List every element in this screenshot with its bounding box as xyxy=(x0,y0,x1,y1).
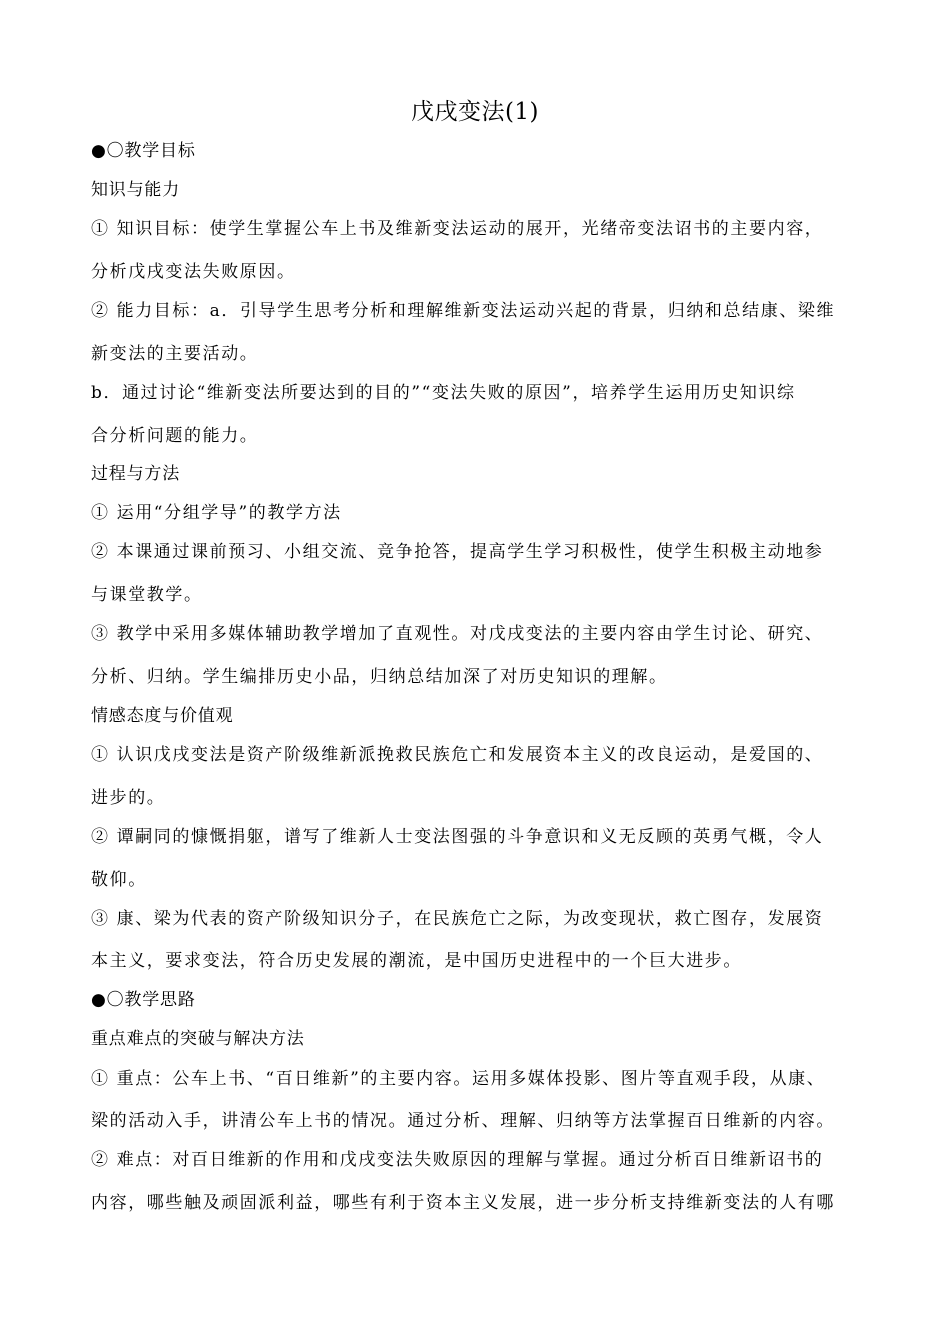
text-line: ① 知识目标：使学生掌握公车上书及维新变法运动的展开，光绪帝变法诏书的主要内容， xyxy=(91,219,824,239)
text-line: ① 运用“分组学导”的教学方法 xyxy=(91,503,342,523)
text-line: ③ 教学中采用多媒体辅助教学增加了直观性。对戊戌变法的主要内容由学生讨论、研究、 xyxy=(91,624,824,644)
text-line: 与课堂教学。 xyxy=(91,585,203,605)
subheading-key-difficult-points: 重点难点的突破与解决方法 xyxy=(91,1029,305,1049)
text-line: ② 难点：对百日维新的作用和戊戌变法失败原因的理解与掌握。通过分析百日维新诏书的 xyxy=(91,1150,824,1170)
text-line: ③ 康、梁为代表的资产阶级知识分子，在民族危亡之际，为改变现状，救亡图存，发展资 xyxy=(91,909,824,929)
text-line: ② 本课通过课前预习、小组交流、竞争抢答，提高学生学习积极性，使学生积极主动地参 xyxy=(91,542,824,562)
text-line: 新变法的主要活动。 xyxy=(91,344,259,364)
page-title: 戊戌变法(1) xyxy=(410,99,540,125)
text-line: ① 重点：公车上书、“百日维新”的主要内容。运用多媒体投影、图片等直观手段，从康、 xyxy=(91,1069,826,1089)
section-heading-teaching-goals: ●〇教学目标 xyxy=(91,141,196,161)
text-line: 进步的。 xyxy=(91,788,166,808)
text-line: 分析戊戌变法失败原因。 xyxy=(91,262,296,282)
text-line: b．通过讨论“维新变法所要达到的目的”“变法失败的原因”，培养学生运用历史知识综 xyxy=(91,383,796,403)
text-line: ① 认识戊戌变法是资产阶级维新派挽救民族危亡和发展资本主义的改良运动，是爱国的、 xyxy=(91,745,824,765)
text-line: 本主义，要求变法，符合历史发展的潮流，是中国历史进程中的一个巨大进步。 xyxy=(91,951,742,971)
text-line: ② 谭嗣同的慷慨捐躯，谱写了维新人士变法图强的斗争意识和义无反顾的英勇气概，令人 xyxy=(91,827,824,847)
text-line: 梁的活动入手，讲清公车上书的情况。通过分析、理解、归纳等方法掌握百日维新的内容。 xyxy=(91,1111,835,1131)
text-line: 敬仰。 xyxy=(91,870,147,890)
text-line: 分析、归纳。学生编排历史小品，归纳总结加深了对历史知识的理解。 xyxy=(91,667,668,687)
subheading-knowledge-ability: 知识与能力 xyxy=(91,180,180,200)
section-heading-teaching-approach: ●〇教学思路 xyxy=(91,990,196,1010)
text-line: 合分析问题的能力。 xyxy=(91,426,259,446)
subheading-process-method: 过程与方法 xyxy=(91,464,180,484)
subheading-emotion-values: 情感态度与价值观 xyxy=(91,706,234,726)
text-line: ② 能力目标：a．引导学生思考分析和理解维新变法运动兴起的背景，归纳和总结康、梁维 xyxy=(91,301,836,321)
text-line: 内容，哪些触及顽固派利益，哪些有利于资本主义发展，进一步分析支持维新变法的人有哪 xyxy=(91,1193,835,1213)
